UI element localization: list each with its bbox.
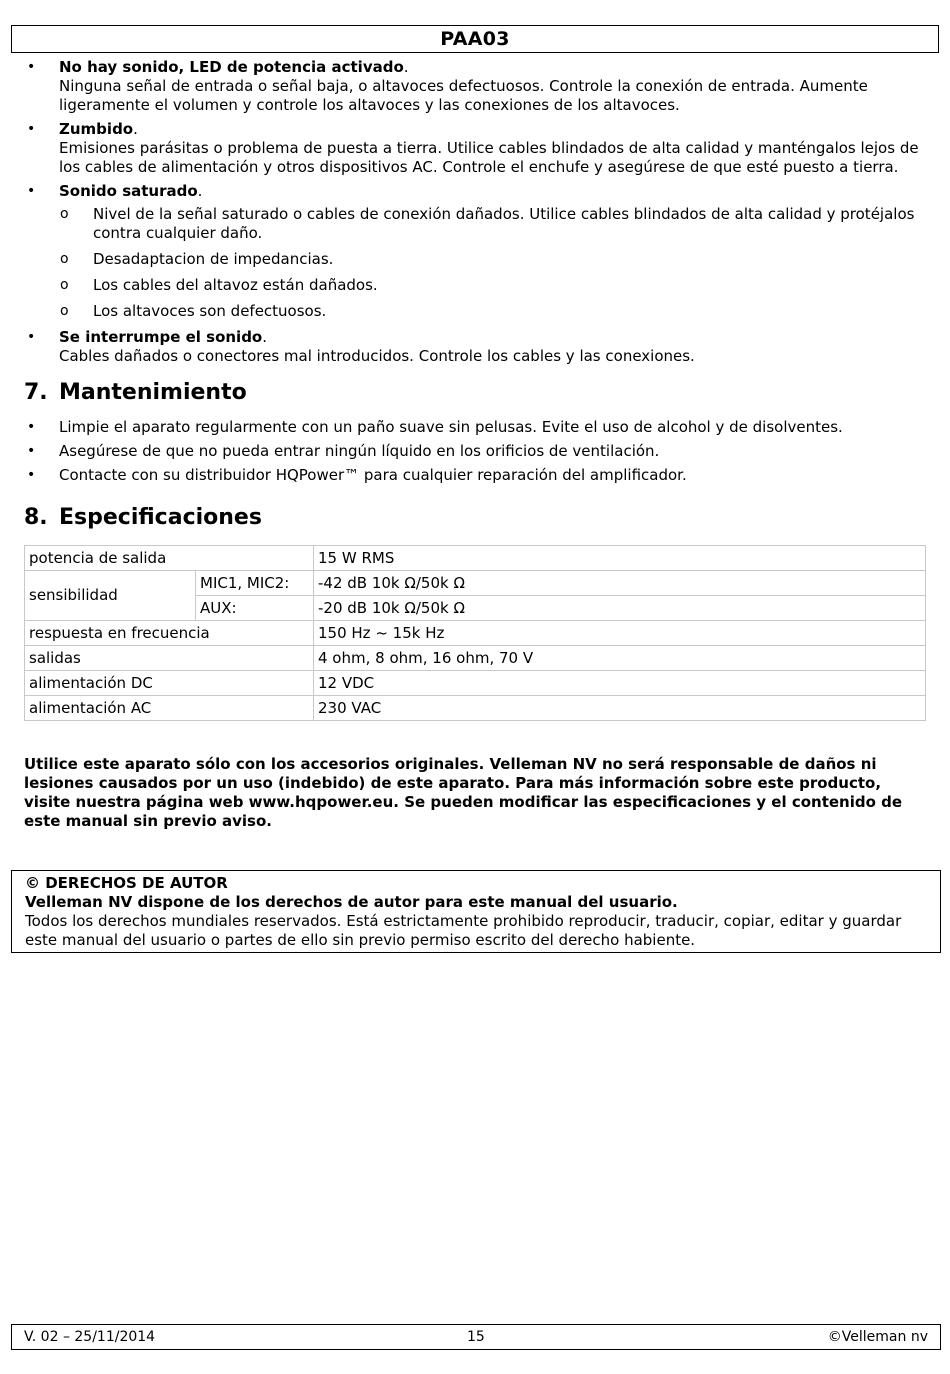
item-text: Ninguna señal de entrada o señal baja, o altavoces defectuosos. Controle la conexión de entrada. Aumente ligeramente el volumen y controle los altavoces y las conexiones de los altavoces.	[59, 77, 868, 114]
list-item: • Se interrumpe el sonido. Cables dañados o conectores mal introducidos. Controle los cables y las conexiones.	[24, 328, 924, 366]
list-item: • Asegúrese de que no pueda entrar ningún líquido en los orificios de ventilación.	[24, 442, 924, 461]
list-item: • Limpie el aparato regularmente con un paño suave sin pelusas. Evite el uso de alcohol y de disolventes.	[24, 418, 924, 437]
copyright-subtitle: Velleman NV dispone de los derechos de autor para este manual del usuario.	[25, 893, 678, 911]
spec-sublabel: MIC1, MIC2:	[196, 571, 314, 596]
item-title: No hay sonido, LED de potencia activado	[59, 58, 404, 76]
table-row	[25, 696, 926, 721]
disclaimer-text: Utilice este aparato sólo con los accesorios originales. Velleman NV no será responsable de daños ni lesiones causados por un uso (indebido) de este aparato. Para más información sobre este producto, visite nuestra página web www.hqpower.eu. Se pueden modificar las especificaciones y el contenido de este manual sin previo aviso.	[24, 755, 903, 830]
item-title: Sonido saturado	[59, 182, 198, 200]
maintenance-list	[24, 418, 924, 485]
sub-list-item: o Desadaptacion de impedancias.	[59, 250, 924, 269]
spec-value: -42 dB 10k Ω/50k Ω	[314, 571, 926, 596]
footer-company: ©Velleman nv	[827, 1329, 928, 1345]
spec-value: 230 VAC	[314, 696, 926, 721]
section-heading-specs	[24, 505, 924, 531]
sub-list-item: o Los cables del altavoz están dañados.	[59, 276, 924, 295]
item-title: Zumbido	[59, 120, 134, 138]
spec-value: 15 W RMS	[314, 546, 926, 571]
item-text: Emisiones parásitas o problema de puesta a tierra. Utilice cables blindados de alta calidad y manténgalos lejos de los cables de alimentación y otros dispositivos AC. Controle el enchufe y asegúrese de que esté puesto a tierra.	[59, 139, 919, 176]
copyright-text: Todos los derechos mundiales reservados. Está estrictamente prohibido reproducir, traducir, copiar, editar y guardar este manual del usuario o partes de ello sin previo permiso escrito del derecho habiente.	[25, 912, 902, 949]
list-item: • No hay sonido, LED de potencia activado. Ninguna señal de entrada o señal baja, o altavoces defectuosos. Controle la conexión de entrada. Aumente ligeramente el volumen y controle los altavoces y las conexiones de los altavoces.	[24, 58, 924, 115]
table-row	[25, 546, 926, 571]
page-footer	[11, 1324, 941, 1350]
table-row	[25, 571, 926, 596]
spec-label: alimentación DC	[25, 671, 314, 696]
troubleshooting-list	[24, 58, 924, 366]
table-row	[25, 646, 926, 671]
item-title: Se interrumpe el sonido	[59, 328, 263, 346]
spec-label: potencia de salida	[25, 546, 314, 571]
copyright-box	[11, 870, 941, 953]
footer-page-number: 15	[467, 1329, 485, 1345]
page-content	[24, 58, 924, 831]
section-heading-maintenance	[24, 380, 924, 406]
list-item: • Sonido saturado. o Nivel de la señal saturado o cables de conexión dañados. Utilice cables blindados de alta calidad y protéjalos contra cualquier daño. o Desadaptacion de impedancias. o Los cables del altavoz están dañados. o Los altavoces son defectuosos.	[24, 182, 924, 321]
spec-label: respuesta en frecuencia	[25, 621, 314, 646]
spec-label: sensibilidad	[25, 571, 196, 621]
sub-list-item: o Los altavoces son defectuosos.	[59, 302, 924, 321]
copyright-title: © DERECHOS DE AUTOR	[25, 874, 228, 892]
section-title: Mantenimiento	[59, 380, 247, 405]
page-title: PAA03	[440, 28, 510, 50]
spec-value: 150 Hz ~ 15k Hz	[314, 621, 926, 646]
table-row	[25, 671, 926, 696]
spec-value: 12 VDC	[314, 671, 926, 696]
item-text: Cables dañados o conectores mal introducidos. Controle los cables y las conexiones.	[59, 347, 695, 365]
list-item: • Zumbido. Emisiones parásitas o problema de puesta a tierra. Utilice cables blindados de alta calidad y manténgalos lejos de los cables de alimentación y otros dispositivos AC. Controle el enchufe y asegúrese de que esté puesto a tierra.	[24, 120, 924, 177]
sub-list-item: o Nivel de la señal saturado o cables de conexión dañados. Utilice cables blindados de alta calidad y protéjalos contra cualquier daño.	[59, 205, 924, 243]
section-number: 7.	[24, 380, 48, 405]
spec-label: salidas	[25, 646, 314, 671]
sub-list	[59, 205, 924, 321]
page-header	[11, 25, 939, 53]
footer-version: V. 02 – 25/11/2014	[24, 1329, 156, 1345]
spec-value: -20 dB 10k Ω/50k Ω	[314, 596, 926, 621]
spec-label: alimentación AC	[25, 696, 314, 721]
spec-value: 4 ohm, 8 ohm, 16 ohm, 70 V	[314, 646, 926, 671]
section-number: 8.	[24, 505, 48, 530]
spec-table	[24, 545, 926, 721]
section-title: Especificaciones	[59, 505, 262, 530]
list-item: • Contacte con su distribuidor HQPower™ para cualquier reparación del amplificador.	[24, 466, 924, 485]
table-row	[25, 621, 926, 646]
spec-sublabel: AUX:	[196, 596, 314, 621]
